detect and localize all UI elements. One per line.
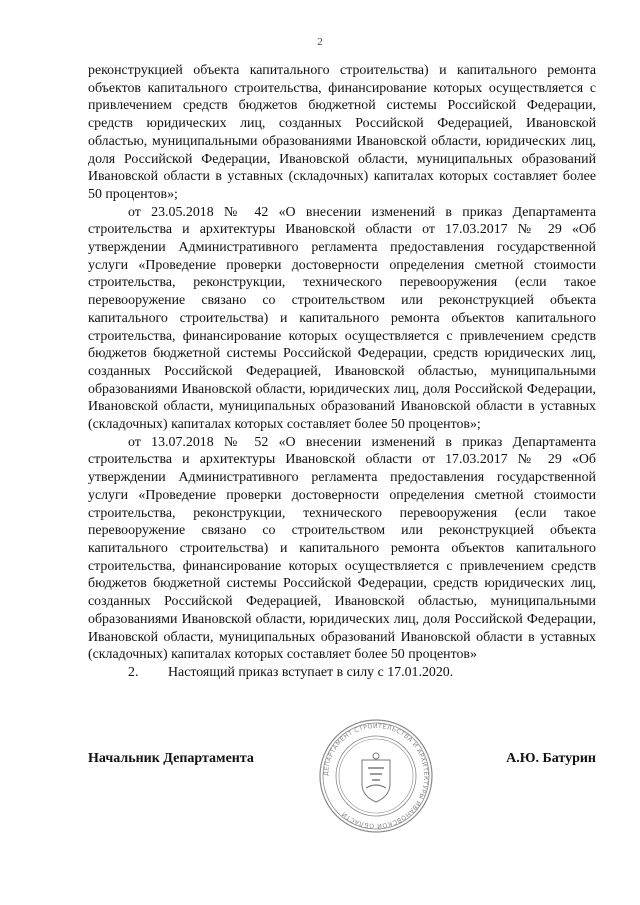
signer-position: Начальник Департамента [88,751,254,766]
coat-of-arms-emblem [362,753,390,802]
signer-name: А.Ю. Батурин [506,751,596,766]
item-2 [88,664,596,682]
paragraph-order-52: от 13.07.2018 № 52 «О внесении изменений в приказ Департамента строительства и архитектуры Ивановской области от 17.03.2017 № 29 «Об утверждении Административного регламента предоставления государственной услуги «Проведение проверки достоверности определения сметной стоимости строительства, реконструкции, технического перевооружения (если такое перевооружение связано со строительством или реконструкцией объекта капитального строительства) и капитального ремонта объектов капитального строительства, финансирование которых осуществляется с привлечением средств бюджетов бюджетной системы Российской Федерации, средств юридических лиц, созданных Российской Федерацией, Ивановской областью, муниципальными образованиями Ивановской области, юридических лиц, доля Российской Федерации, Ивановской области, муниципальных образований Ивановской области в уставных (складочных) капиталах которых составляет более 50 процентов» [88,434,596,663]
item-number: 2. [128,664,139,680]
page-number: 2 [317,36,323,48]
official-seal-stamp [318,718,434,834]
document-body [88,62,596,682]
seal-text: ДЕПАРТАМЕНТ СТРОИТЕЛЬСТВА И АРХИТЕКТУРЫ ИВАНОВСКОЙ ОБЛАСТИ [322,722,430,830]
item-text: Настоящий приказ вступает в силу с 17.01.2020. [168,664,454,680]
paragraph-order-42: от 23.05.2018 № 42 «О внесении изменений в приказ Департамента строительства и архитектуры Ивановской области от 17.03.2017 № 29 «Об утверждении Административного регламента предоставления государственной услуги «Проведение проверки достоверности определения сметной стоимости строительства, реконструкции, технического перевооружения (если такое перевооружение связано со строительством или реконструкцией объекта капитального строительства) и капитального ремонта объектов капитального строительства, финансирование которых осуществляется с привлечением средств бюджетов бюджетной системы Российской Федерации, средств юридических лиц, созданных Российской Федерацией, Ивановской областью, муниципальными образованиями Ивановской области, юридических лиц, доля Российской Федерации, Ивановской области, муниципальных образований Ивановской области в уставных (складочных) капиталах которых составляет более 50 процентов»; [88,204,596,433]
paragraph-continuation: реконструкцией объекта капитального строительства) и капитального ремонта объектов капитального строительства, финансирование которых осуществляется с привлечением средств бюджетов бюджетной системы Российской Федерации, средств юридических лиц, созданных Российской Федерацией, Ивановской областью, муниципальными образованиями Ивановской области, юридических лиц, доля Российской Федерации, Ивановской области, муниципальных образований Ивановской области в уставных (складочных) капиталах которых составляет более 50 процентов»; [88,63,596,202]
